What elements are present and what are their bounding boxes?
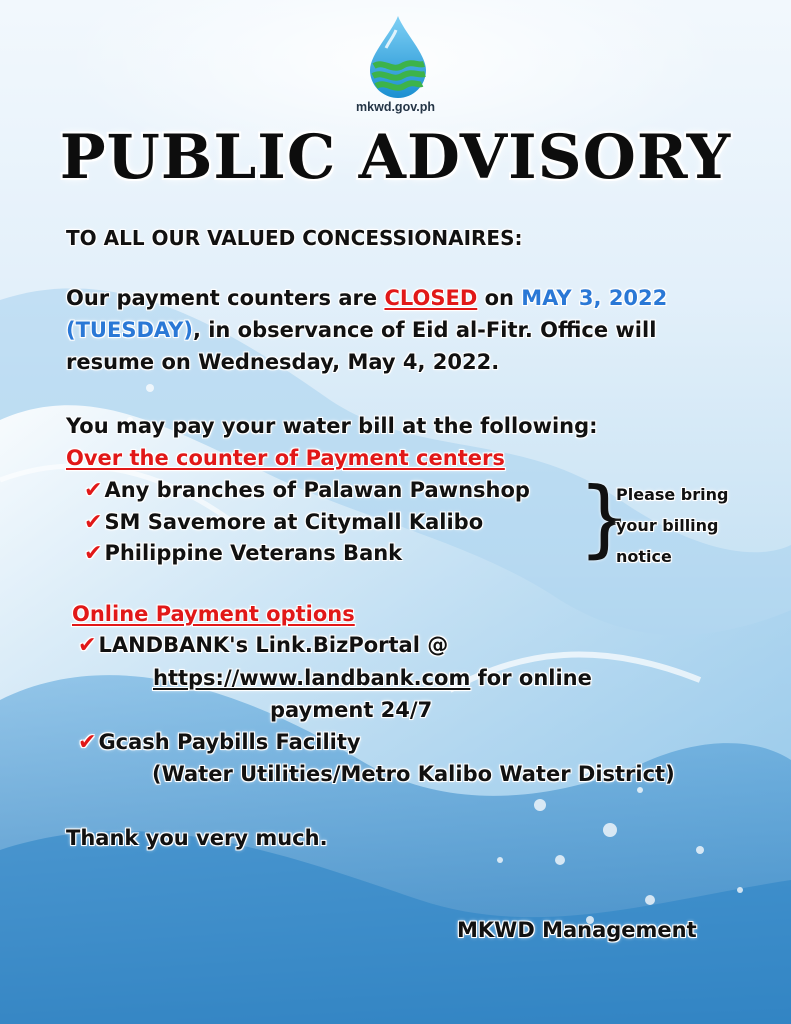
gcash-detail: (Water Utilities/Metro Kalibo Water District) [152, 762, 675, 786]
notice-text: Our payment counters are [66, 286, 385, 310]
landbank-url-line [153, 666, 592, 690]
closure-day: (TUESDAY) [66, 318, 193, 342]
gcash-title: Gcash Paybills Facility [98, 730, 361, 754]
billing-note-line: your billing [616, 516, 719, 535]
payment-intro: You may pay your water bill at the following: [66, 414, 598, 438]
billing-note [616, 479, 728, 572]
notice-line-1 [66, 286, 667, 310]
notice-line-3: resume on Wednesday, May 4, 2022. [66, 350, 500, 374]
counter-item-label: Any branches of Palawan Pawnshop [104, 478, 530, 502]
checkmark-icon: ✔ [84, 478, 103, 503]
mkwd-logo-icon [362, 14, 434, 100]
thank-you: Thank you very much. [66, 826, 328, 850]
checkmark-icon: ✔ [84, 510, 103, 535]
checkmark-icon: ✔ [78, 730, 97, 755]
logo-url: mkwd.gov.ph [356, 100, 435, 114]
online-option-landbank [78, 633, 448, 658]
counter-item-label: SM Savemore at Citymall Kalibo [104, 510, 484, 534]
landbank-title: LANDBANK's Link.BizPortal @ [98, 633, 449, 657]
landbank-availability: payment 24/7 [270, 698, 433, 722]
counter-item [84, 478, 530, 503]
page-title: PUBLIC ADVISORY [59, 122, 732, 193]
notice-text: on [477, 286, 522, 310]
online-option-gcash [78, 730, 361, 755]
closed-label: CLOSED [384, 286, 478, 310]
notice-text: , in observance of Eid al-Fitr. Office will [192, 318, 657, 342]
counter-heading: Over the counter of Payment centers [66, 446, 505, 470]
counter-item [84, 541, 402, 566]
billing-note-line: Please bring [616, 485, 729, 504]
billing-note-line: notice [616, 547, 672, 566]
counter-item-label: Philippine Veterans Bank [104, 541, 403, 565]
landbank-link[interactable]: https://www.landbank.com [153, 666, 471, 690]
checkmark-icon: ✔ [78, 633, 97, 658]
closure-date: MAY 3, 2022 [521, 286, 668, 310]
notice-line-2 [66, 318, 656, 342]
signature: MKWD Management [457, 918, 697, 942]
landbank-rest: for online [470, 666, 592, 690]
online-heading: Online Payment options [72, 602, 355, 626]
counter-item [84, 510, 483, 535]
right-brace-icon: } [578, 469, 632, 567]
salutation: TO ALL OUR VALUED CONCESSIONAIRES: [66, 226, 523, 250]
checkmark-icon: ✔ [84, 541, 103, 566]
